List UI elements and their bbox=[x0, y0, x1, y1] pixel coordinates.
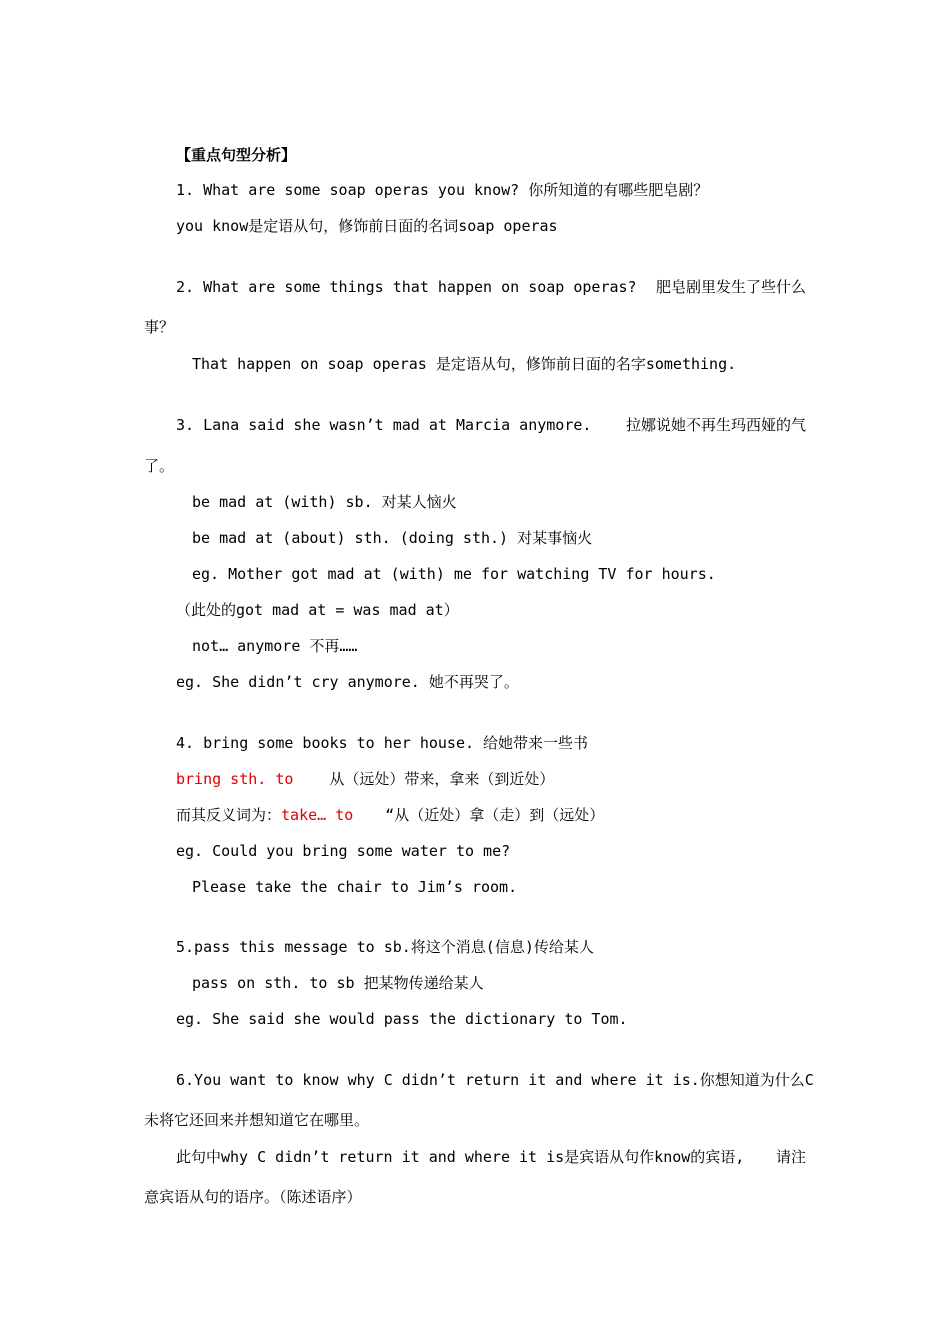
item-3-example-2: eg. She didn’t cry anymore. 她不再哭了。 bbox=[176, 673, 519, 691]
item-1-sentence: 1. What are some soap operas you know? 你所知道的有哪些肥皂剧？ bbox=[176, 181, 709, 199]
item-2-explanation: That happen on soap operas 是定语从句，修饰前日面的名字something. bbox=[192, 355, 737, 373]
item-3-phrase-sb: be mad at (with) sb. 对某人恼火 bbox=[192, 493, 457, 511]
item-4-antonym-label: 而其反义词为： bbox=[176, 806, 282, 824]
item-4-take-red: take… to bbox=[281, 806, 354, 824]
item-5-sentence: 5.pass this message to sb.将这个消息(信息)传给某人 bbox=[176, 938, 594, 956]
item-2-english: 2. What are some things that happen on soap operas? bbox=[176, 278, 637, 296]
item-6-explanation-end: 请注 bbox=[775, 1148, 806, 1166]
item-4-phrase-bring bbox=[176, 769, 554, 789]
item-6-english: 6.You want to know why C didn’t return it and where it is. bbox=[176, 1071, 700, 1089]
item-4-take-meaning: “从（近处）拿（走）到（远处） bbox=[385, 806, 605, 824]
item-3-phrase-anymore: not… anymore 不再…… bbox=[192, 637, 358, 655]
item-4-bring-red: bring sth. to bbox=[176, 770, 294, 788]
item-2-sentence bbox=[176, 277, 806, 297]
item-6-translation: 你想知道为什么C bbox=[699, 1071, 814, 1089]
item-6-sentence bbox=[176, 1070, 814, 1090]
item-3-english: 3. Lana said she wasn’t mad at Marcia anymore. bbox=[176, 416, 592, 434]
item-3-note: （此处的got mad at = was mad at） bbox=[176, 601, 459, 619]
item-4-example-2: Please take the chair to Jim’s room. bbox=[192, 878, 518, 896]
item-2-translation-wrap: 事？ bbox=[144, 318, 175, 336]
item-4-phrase-take bbox=[176, 805, 604, 825]
item-6-explanation bbox=[176, 1147, 806, 1167]
item-3-example-1: eg. Mother got mad at (with) me for watching TV for hours. bbox=[192, 565, 716, 583]
item-6-explanation-wrap: 意宾语从句的语序。（陈述语序） bbox=[144, 1188, 362, 1206]
item-3-phrase-sth: be mad at (about) sth. (doing sth.) 对某事恼火 bbox=[192, 529, 593, 547]
item-5-example: eg. She said she would pass the dictionary to Tom. bbox=[176, 1010, 628, 1028]
item-1-explanation: you know是定语从句，修饰前日面的名词soap operas bbox=[176, 217, 558, 235]
item-3-sentence bbox=[176, 415, 806, 435]
item-3-translation: 拉娜说她不再生玛西娅的气 bbox=[625, 416, 806, 434]
item-3-translation-wrap: 了。 bbox=[144, 457, 175, 475]
item-4-sentence: 4. bring some books to her house. 给她带来一些书 bbox=[176, 734, 589, 752]
section-heading: 【重点句型分析】 bbox=[176, 146, 297, 164]
item-6-explanation-main: 此句中why C didn’t return it and where it is是宾语从句作know的宾语, bbox=[176, 1148, 745, 1166]
item-6-translation-wrap: 未将它还回来并想知道它在哪里。 bbox=[144, 1111, 370, 1129]
item-4-bring-meaning: 从（远处）带来，拿来（到近处） bbox=[329, 770, 555, 788]
item-5-phrase: pass on sth. to sb 把某物传递给某人 bbox=[192, 974, 484, 992]
item-4-example-1: eg. Could you bring some water to me? bbox=[176, 842, 511, 860]
item-2-translation: 肥皂剧里发生了些什么 bbox=[655, 278, 806, 296]
